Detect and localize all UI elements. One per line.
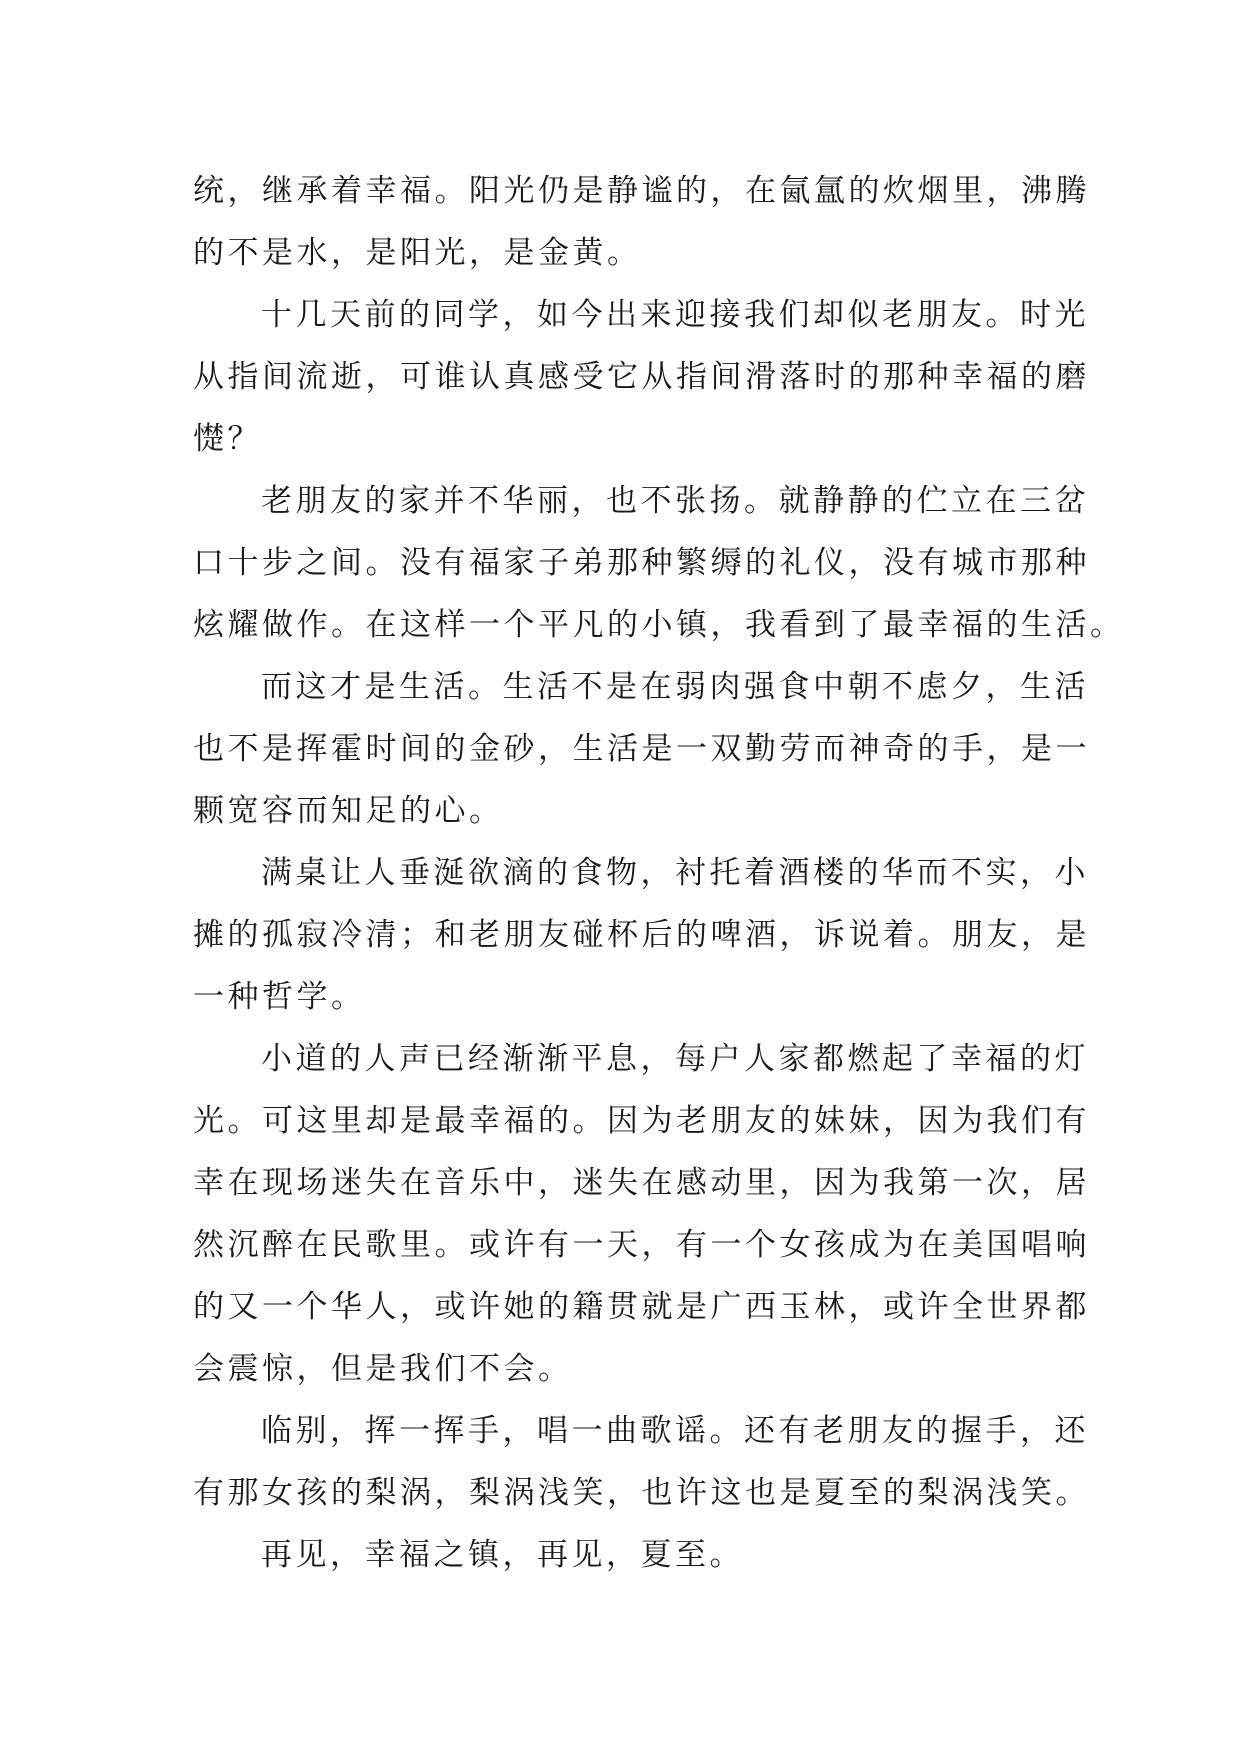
text-line: 小道的人声已经渐渐平息，每户人家都燃起了幸福的灯 <box>261 1041 1089 1077</box>
text-line: 然沉醉在民歌里。或许有一天，有一个女孩成为在美国唱响 <box>193 1227 1090 1263</box>
paragraph <box>193 470 1125 656</box>
text-line: 十几天前的同学，如今出来迎接我们却似老朋友。时光 <box>261 297 1089 333</box>
text-line: 光。可这里却是最幸福的。因为老朋友的妹妹，因为我们有 <box>193 1103 1090 1139</box>
body-text <box>193 160 1125 1586</box>
text-line: 而这才是生活。生活不是在弱肉强食中朝不虑夕，生活 <box>261 669 1089 705</box>
text-line: 口十步之间。没有福家子弟那种繁缛的礼仪，没有城市那种 <box>193 545 1090 581</box>
text-line: 会震惊，但是我们不会。 <box>193 1351 573 1387</box>
text-line: 临别，挥一挥手，唱一曲歌谣。还有老朋友的握手，还 <box>261 1413 1089 1449</box>
paragraph <box>193 1028 1090 1400</box>
text-line: 憷？ <box>193 421 262 457</box>
text-line: 幸在现场迷失在音乐中，迷失在感动里，因为我第一次，居 <box>193 1165 1090 1201</box>
text-line: 的又一个华人，或许她的籍贯就是广西玉林，或许全世界都 <box>193 1289 1090 1325</box>
text-line: 也不是挥霍时间的金砂，生活是一双勤劳而神奇的手，是一 <box>193 731 1090 767</box>
text-line: 摊的孤寂冷清；和老朋友碰杯后的啤酒，诉说着。朋友，是 <box>193 917 1090 953</box>
text-line: 的不是水，是阳光，是金黄。 <box>193 235 642 271</box>
text-line: 有那女孩的梨涡，梨涡浅笑，也许这也是夏至的梨涡浅笑。 <box>193 1475 1090 1511</box>
text-line: 一种哲学。 <box>193 979 366 1015</box>
text-line: 从指间流逝，可谁认真感受它从指间滑落时的那种幸福的磨 <box>193 359 1090 395</box>
paragraph <box>193 842 1090 1028</box>
text-line: 老朋友的家并不华丽，也不张扬。就静静的伫立在三岔 <box>261 483 1089 519</box>
paragraph <box>193 1524 1073 1586</box>
paragraph <box>193 284 1090 470</box>
text-line: 再见，幸福之镇，再见，夏至。 <box>261 1537 744 1573</box>
text-line: 统，继承着幸福。阳光仍是静谧的，在氤氲的炊烟里，沸腾 <box>193 173 1090 209</box>
paragraph <box>193 160 1090 284</box>
paragraph <box>193 1400 1090 1524</box>
text-line: 满桌让人垂涎欲滴的食物，衬托着酒楼的华而不实，小 <box>261 855 1089 891</box>
paragraph <box>193 656 1090 842</box>
text-line: 颗宽容而知足的心。 <box>193 793 504 829</box>
text-line: 炫耀做作。在这样一个平凡的小镇，我看到了最幸福的生活。 <box>193 607 1125 643</box>
